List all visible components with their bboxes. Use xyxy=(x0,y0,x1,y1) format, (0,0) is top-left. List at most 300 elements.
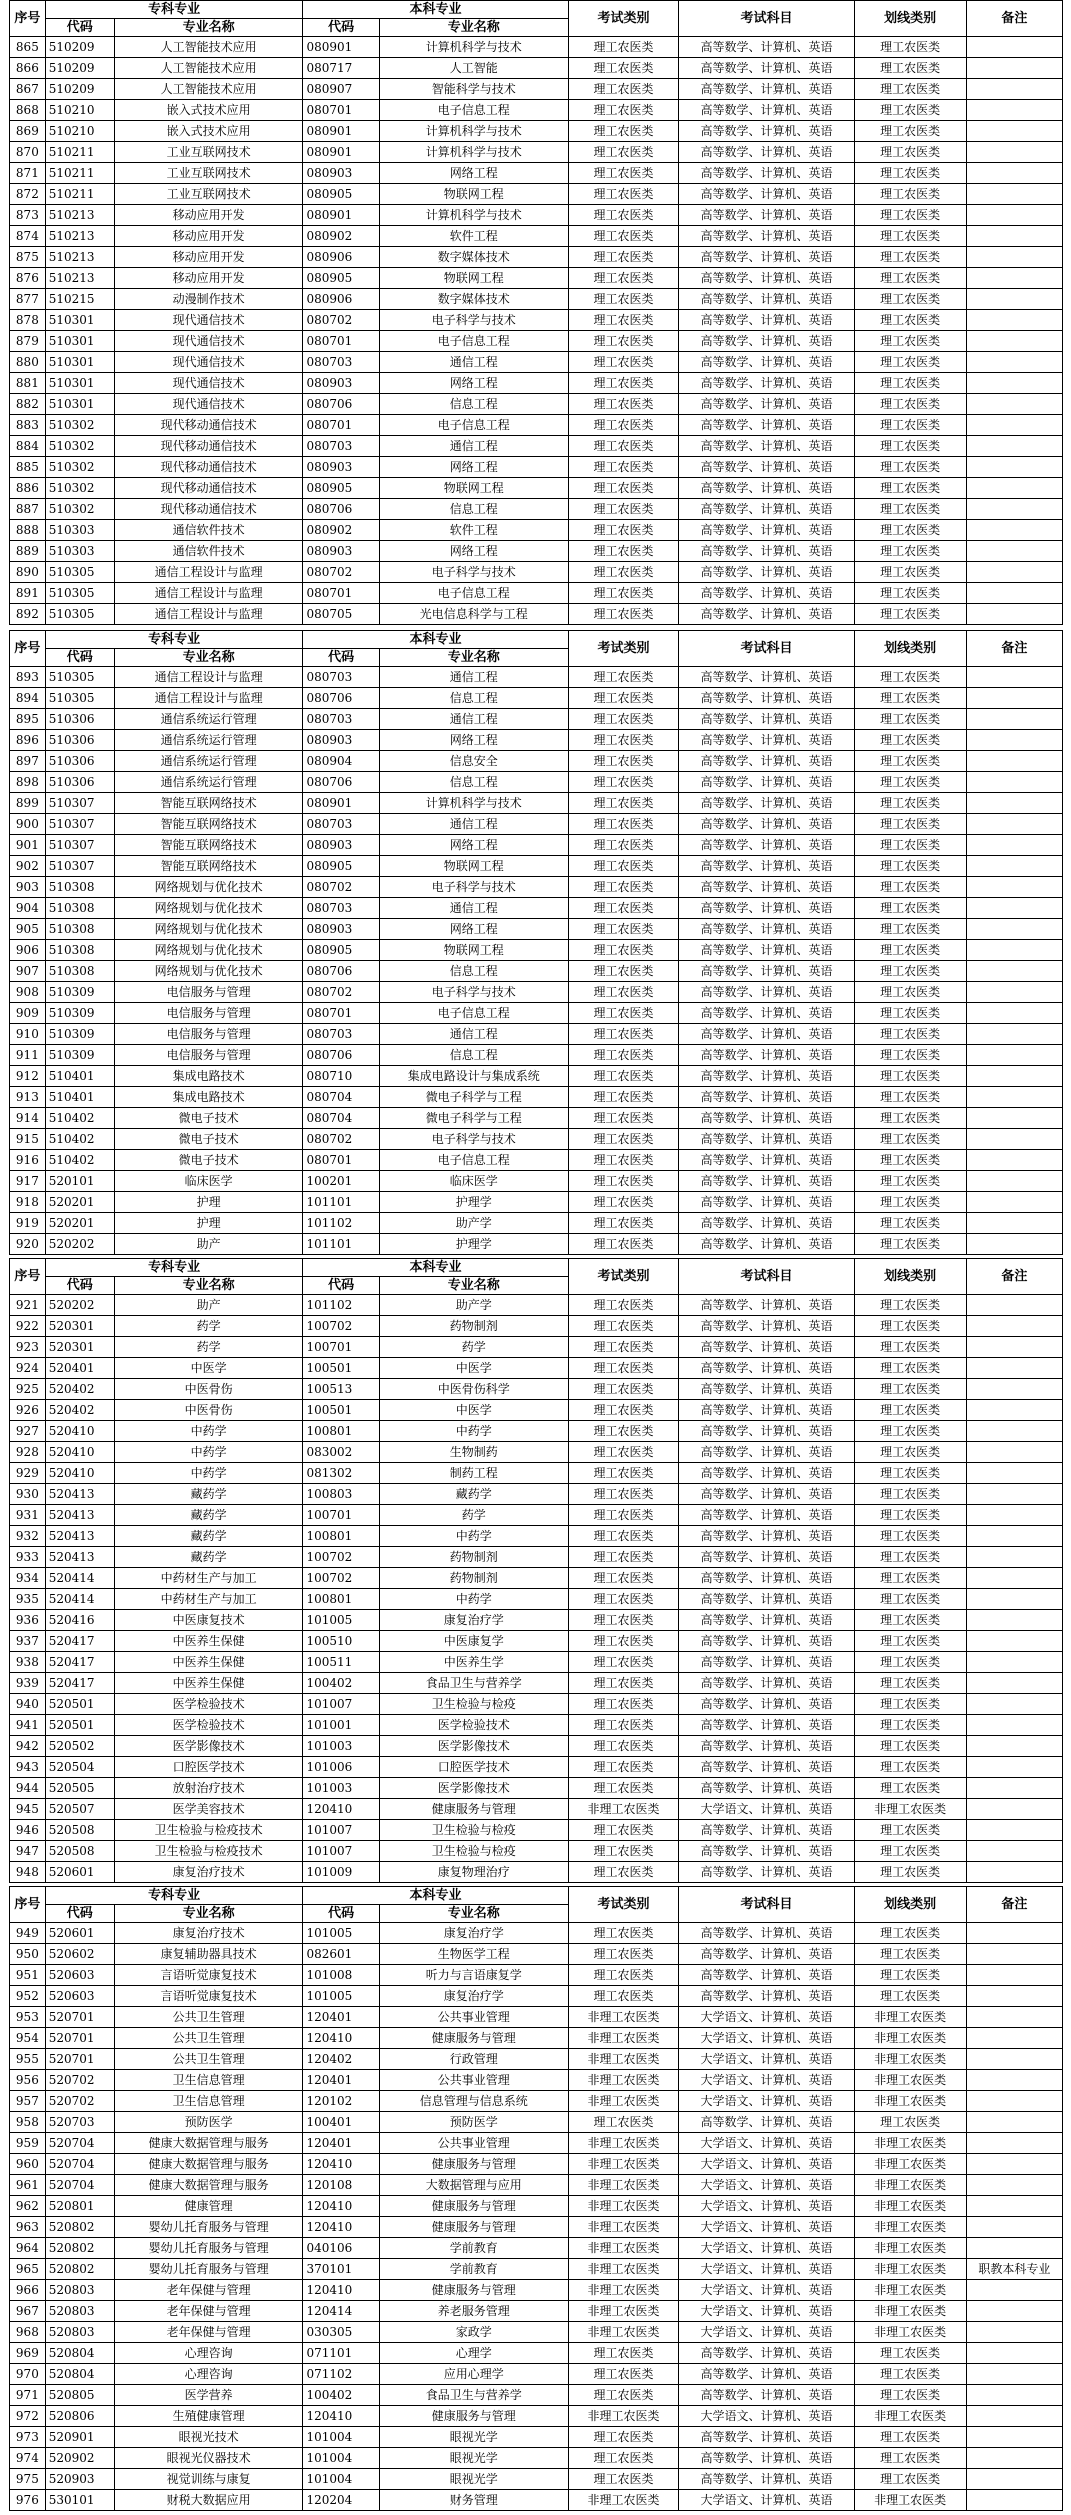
cell-line-type: 理工农医类 xyxy=(854,1463,966,1484)
table-row xyxy=(10,1295,1063,1316)
cell-zk-name: 卫生信息管理 xyxy=(114,2091,303,2112)
cell-line-type: 非理工农医类 xyxy=(854,2280,966,2301)
cell-remark xyxy=(966,1087,1062,1108)
cell-remark xyxy=(966,1463,1062,1484)
cell-seq: 950 xyxy=(10,1944,46,1965)
cell-zk-name: 中医骨伤 xyxy=(114,1400,303,1421)
cell-zk-code: 520801 xyxy=(45,2196,114,2217)
cell-seq: 909 xyxy=(10,1003,46,1024)
cell-exam-subjects: 高等数学、计算机、英语 xyxy=(679,1484,854,1505)
cell-seq: 961 xyxy=(10,2175,46,2196)
cell-seq: 902 xyxy=(10,856,46,877)
table-row xyxy=(10,394,1063,415)
cell-line-type: 理工农医类 xyxy=(854,1484,966,1505)
cell-zk-code: 510301 xyxy=(45,373,114,394)
bk-name-header: 专业名称 xyxy=(379,649,568,667)
cell-bk-name: 公共事业管理 xyxy=(379,2070,568,2091)
cell-exam-type: 理工农医类 xyxy=(568,814,679,835)
cell-bk-code: 080905 xyxy=(303,184,379,205)
table-row xyxy=(10,2238,1063,2259)
cell-exam-type: 理工农医类 xyxy=(568,2427,679,2448)
cell-exam-subjects: 高等数学、计算机、英语 xyxy=(679,1862,854,1883)
cell-line-type: 理工农医类 xyxy=(854,1944,966,1965)
cell-remark xyxy=(966,478,1062,499)
cell-exam-type: 理工农医类 xyxy=(568,1213,679,1234)
cell-zk-code: 520701 xyxy=(45,2028,114,2049)
cell-seq: 907 xyxy=(10,961,46,982)
cell-exam-type: 理工农医类 xyxy=(568,184,679,205)
cell-zk-name: 微电子技术 xyxy=(114,1129,303,1150)
cell-zk-code: 510308 xyxy=(45,877,114,898)
cell-exam-subjects: 高等数学、计算机、英语 xyxy=(679,2343,854,2364)
cell-zk-name: 卫生检验与检疫技术 xyxy=(114,1841,303,1862)
table-row xyxy=(10,1923,1063,1944)
col-exam-type-header: 考试类别 xyxy=(568,631,679,667)
cell-seq: 934 xyxy=(10,1568,46,1589)
cell-line-type: 理工农医类 xyxy=(854,730,966,751)
cell-bk-name: 计算机科学与技术 xyxy=(379,121,568,142)
cell-bk-code: 080701 xyxy=(303,100,379,121)
table-row xyxy=(10,814,1063,835)
cell-zk-name: 现代通信技术 xyxy=(114,310,303,331)
cell-exam-subjects: 高等数学、计算机、英语 xyxy=(679,1631,854,1652)
cell-seq: 882 xyxy=(10,394,46,415)
cell-bk-name: 听力与言语康复学 xyxy=(379,1965,568,1986)
cell-line-type: 理工农医类 xyxy=(854,1820,966,1841)
table-row xyxy=(10,751,1063,772)
cell-exam-subjects: 高等数学、计算机、英语 xyxy=(679,1820,854,1841)
cell-bk-name: 学前教育 xyxy=(379,2238,568,2259)
table-row xyxy=(10,1568,1063,1589)
cell-bk-code: 080702 xyxy=(303,982,379,1003)
cell-bk-name: 物联网工程 xyxy=(379,268,568,289)
cell-line-type: 理工农医类 xyxy=(854,1024,966,1045)
cell-exam-type: 非理工农医类 xyxy=(568,2322,679,2343)
cell-line-type: 非理工农医类 xyxy=(854,2196,966,2217)
cell-bk-code: 080710 xyxy=(303,1066,379,1087)
cell-bk-name: 卫生检验与检疫 xyxy=(379,1694,568,1715)
cell-zk-name: 中药学 xyxy=(114,1421,303,1442)
cell-remark xyxy=(966,1045,1062,1066)
cell-exam-subjects: 高等数学、计算机、英语 xyxy=(679,2469,854,2490)
cell-remark xyxy=(966,373,1062,394)
cell-exam-subjects: 高等数学、计算机、英语 xyxy=(679,1066,854,1087)
table-row xyxy=(10,2175,1063,2196)
cell-zk-code: 520602 xyxy=(45,1944,114,1965)
cell-exam-subjects: 高等数学、计算机、英语 xyxy=(679,436,854,457)
cell-remark xyxy=(966,2070,1062,2091)
cell-zk-name: 口腔医学技术 xyxy=(114,1757,303,1778)
cell-bk-code: 101101 xyxy=(303,1192,379,1213)
cell-seq: 949 xyxy=(10,1923,46,1944)
cell-seq: 919 xyxy=(10,1213,46,1234)
cell-line-type: 非理工农医类 xyxy=(854,2259,966,2280)
cell-bk-code: 080703 xyxy=(303,436,379,457)
cell-seq: 973 xyxy=(10,2427,46,2448)
cell-bk-name: 助产学 xyxy=(379,1213,568,1234)
cell-exam-type: 理工农医类 xyxy=(568,226,679,247)
cell-bk-code: 101102 xyxy=(303,1213,379,1234)
cell-seq: 933 xyxy=(10,1547,46,1568)
cell-exam-type: 理工农医类 xyxy=(568,1379,679,1400)
cell-exam-type: 非理工农医类 xyxy=(568,2070,679,2091)
cell-zk-code: 510305 xyxy=(45,604,114,625)
cell-bk-name: 护理学 xyxy=(379,1192,568,1213)
cell-seq: 920 xyxy=(10,1234,46,1255)
cell-seq: 868 xyxy=(10,100,46,121)
cell-line-type: 理工农医类 xyxy=(854,1295,966,1316)
cell-bk-code: 100801 xyxy=(303,1421,379,1442)
cell-bk-code: 100402 xyxy=(303,2385,379,2406)
cell-seq: 881 xyxy=(10,373,46,394)
cell-exam-subjects: 高等数学、计算机、英语 xyxy=(679,142,854,163)
cell-line-type: 理工农医类 xyxy=(854,604,966,625)
cell-remark xyxy=(966,1505,1062,1526)
cell-remark xyxy=(966,331,1062,352)
cell-zk-code: 510213 xyxy=(45,226,114,247)
cell-bk-name: 网络工程 xyxy=(379,919,568,940)
table-row xyxy=(10,2406,1063,2427)
header-row xyxy=(10,1,1063,19)
cell-bk-name: 药物制剂 xyxy=(379,1547,568,1568)
cell-bk-name: 通信工程 xyxy=(379,814,568,835)
cell-remark xyxy=(966,1673,1062,1694)
cell-zk-code: 510301 xyxy=(45,352,114,373)
cell-exam-type: 理工农医类 xyxy=(568,1589,679,1610)
cell-zk-code: 510401 xyxy=(45,1066,114,1087)
table-row xyxy=(10,2112,1063,2133)
cell-seq: 932 xyxy=(10,1526,46,1547)
cell-line-type: 理工农医类 xyxy=(854,1213,966,1234)
cell-bk-name: 通信工程 xyxy=(379,352,568,373)
cell-line-type: 理工农医类 xyxy=(854,1862,966,1883)
cell-remark xyxy=(966,2217,1062,2238)
cell-exam-subjects: 高等数学、计算机、英语 xyxy=(679,1003,854,1024)
cell-zk-name: 网络规划与优化技术 xyxy=(114,919,303,940)
table-row xyxy=(10,1316,1063,1337)
cell-zk-code: 520804 xyxy=(45,2364,114,2385)
col-remark-header: 备注 xyxy=(966,631,1062,667)
cell-seq: 894 xyxy=(10,688,46,709)
cell-zk-name: 网络规划与优化技术 xyxy=(114,898,303,919)
cell-bk-code: 080903 xyxy=(303,457,379,478)
cell-remark xyxy=(966,1234,1062,1255)
cell-bk-code: 100803 xyxy=(303,1484,379,1505)
cell-bk-name: 网络工程 xyxy=(379,835,568,856)
cell-bk-name: 信息管理与信息系统 xyxy=(379,2091,568,2112)
cell-exam-subjects: 高等数学、计算机、英语 xyxy=(679,1358,854,1379)
cell-remark xyxy=(966,2301,1062,2322)
cell-exam-subjects: 高等数学、计算机、英语 xyxy=(679,1965,854,1986)
cell-bk-name: 电子科学与技术 xyxy=(379,310,568,331)
table-row xyxy=(10,541,1063,562)
cell-line-type: 理工农医类 xyxy=(854,1045,966,1066)
cell-remark xyxy=(966,1841,1062,1862)
cell-seq: 903 xyxy=(10,877,46,898)
cell-line-type: 理工农医类 xyxy=(854,919,966,940)
cell-remark xyxy=(966,100,1062,121)
cell-seq: 914 xyxy=(10,1108,46,1129)
cell-remark xyxy=(966,247,1062,268)
cell-zk-code: 510307 xyxy=(45,793,114,814)
cell-zk-code: 510309 xyxy=(45,1045,114,1066)
table-row xyxy=(10,982,1063,1003)
cell-exam-subjects: 高等数学、计算机、英语 xyxy=(679,919,854,940)
cell-line-type: 非理工农医类 xyxy=(854,2133,966,2154)
cell-zk-name: 智能互联网络技术 xyxy=(114,856,303,877)
cell-zk-code: 520501 xyxy=(45,1694,114,1715)
cell-bk-code: 101003 xyxy=(303,1736,379,1757)
cell-bk-code: 080706 xyxy=(303,499,379,520)
table-row xyxy=(10,226,1063,247)
cell-seq: 885 xyxy=(10,457,46,478)
cell-exam-subjects: 高等数学、计算机、英语 xyxy=(679,184,854,205)
cell-exam-subjects: 高等数学、计算机、英语 xyxy=(679,331,854,352)
cell-remark xyxy=(966,751,1062,772)
cell-exam-subjects: 高等数学、计算机、英语 xyxy=(679,1944,854,1965)
cell-remark xyxy=(966,2091,1062,2112)
cell-seq: 937 xyxy=(10,1631,46,1652)
cell-zk-name: 现代移动通信技术 xyxy=(114,415,303,436)
cell-exam-type: 理工农医类 xyxy=(568,1295,679,1316)
cell-seq: 941 xyxy=(10,1715,46,1736)
cell-line-type: 理工农医类 xyxy=(854,1066,966,1087)
cell-zk-code: 510303 xyxy=(45,541,114,562)
cell-bk-code: 100701 xyxy=(303,1337,379,1358)
cell-exam-subjects: 高等数学、计算机、英语 xyxy=(679,709,854,730)
cell-exam-subjects: 大学语文、计算机、英语 xyxy=(679,1799,854,1820)
cell-bk-code: 082601 xyxy=(303,1944,379,1965)
cell-exam-subjects: 高等数学、计算机、英语 xyxy=(679,1589,854,1610)
cell-zk-name: 言语听觉康复技术 xyxy=(114,1986,303,2007)
cell-exam-subjects: 大学语文、计算机、英语 xyxy=(679,2196,854,2217)
cell-exam-type: 理工农医类 xyxy=(568,1547,679,1568)
cell-bk-code: 080706 xyxy=(303,688,379,709)
cell-exam-type: 理工农医类 xyxy=(568,1316,679,1337)
cell-zk-code: 520101 xyxy=(45,1171,114,1192)
cell-bk-code: 080901 xyxy=(303,793,379,814)
cell-remark xyxy=(966,2238,1062,2259)
cell-zk-name: 现代移动通信技术 xyxy=(114,478,303,499)
cell-exam-subjects: 高等数学、计算机、英语 xyxy=(679,730,854,751)
cell-bk-code: 100701 xyxy=(303,1505,379,1526)
cell-bk-name: 中医骨伤科学 xyxy=(379,1379,568,1400)
cell-exam-subjects: 高等数学、计算机、英语 xyxy=(679,1757,854,1778)
cell-bk-name: 中医学 xyxy=(379,1358,568,1379)
cell-zk-name: 工业互联网技术 xyxy=(114,142,303,163)
cell-exam-type: 非理工农医类 xyxy=(568,2259,679,2280)
cell-remark xyxy=(966,1862,1062,1883)
cell-bk-name: 计算机科学与技术 xyxy=(379,37,568,58)
cell-remark xyxy=(966,814,1062,835)
cell-line-type: 理工农医类 xyxy=(854,121,966,142)
cell-exam-type: 理工农医类 xyxy=(568,436,679,457)
cell-line-type: 理工农医类 xyxy=(854,1673,966,1694)
table-row xyxy=(10,730,1063,751)
cell-bk-name: 公共事业管理 xyxy=(379,2133,568,2154)
cell-line-type: 理工农医类 xyxy=(854,184,966,205)
cell-bk-name: 眼视光学 xyxy=(379,2469,568,2490)
cell-exam-subjects: 大学语文、计算机、英语 xyxy=(679,2154,854,2175)
cell-bk-code: 080902 xyxy=(303,226,379,247)
table-row xyxy=(10,1024,1063,1045)
cell-zk-code: 510306 xyxy=(45,730,114,751)
table-row xyxy=(10,457,1063,478)
cell-bk-code: 080701 xyxy=(303,583,379,604)
cell-zk-code: 520201 xyxy=(45,1213,114,1234)
cell-line-type: 理工农医类 xyxy=(854,2112,966,2133)
cell-zk-code: 520802 xyxy=(45,2238,114,2259)
cell-line-type: 理工农医类 xyxy=(854,1631,966,1652)
cell-seq: 922 xyxy=(10,1316,46,1337)
cell-line-type: 理工农医类 xyxy=(854,709,966,730)
cell-exam-type: 理工农医类 xyxy=(568,856,679,877)
cell-line-type: 理工农医类 xyxy=(854,562,966,583)
cell-zk-name: 网络规划与优化技术 xyxy=(114,961,303,982)
cell-exam-type: 理工农医类 xyxy=(568,1234,679,1255)
cell-seq: 896 xyxy=(10,730,46,751)
bk-group-header: 本科专业 xyxy=(303,631,568,649)
cell-bk-name: 智能科学与技术 xyxy=(379,79,568,100)
cell-line-type: 理工农医类 xyxy=(854,1923,966,1944)
table-row xyxy=(10,142,1063,163)
major-table xyxy=(9,630,1063,1255)
cell-seq: 865 xyxy=(10,37,46,58)
col-exam-subjects-header: 考试科目 xyxy=(679,1,854,37)
cell-seq: 943 xyxy=(10,1757,46,1778)
cell-zk-name: 公共卫生管理 xyxy=(114,2007,303,2028)
cell-remark xyxy=(966,1316,1062,1337)
cell-bk-code: 101004 xyxy=(303,2427,379,2448)
cell-bk-code: 101004 xyxy=(303,2448,379,2469)
table-row xyxy=(10,1045,1063,1066)
cell-zk-code: 510308 xyxy=(45,919,114,940)
cell-zk-name: 电信服务与管理 xyxy=(114,982,303,1003)
cell-zk-name: 中医康复技术 xyxy=(114,1610,303,1631)
cell-bk-code: 101009 xyxy=(303,1862,379,1883)
table-row xyxy=(10,1337,1063,1358)
cell-remark xyxy=(966,2448,1062,2469)
cell-exam-subjects: 高等数学、计算机、英语 xyxy=(679,1421,854,1442)
table-row xyxy=(10,2133,1063,2154)
cell-bk-code: 080705 xyxy=(303,604,379,625)
table-row xyxy=(10,2322,1063,2343)
cell-zk-code: 520410 xyxy=(45,1421,114,1442)
cell-remark xyxy=(966,1213,1062,1234)
cell-bk-name: 电子科学与技术 xyxy=(379,562,568,583)
cell-exam-subjects: 大学语文、计算机、英语 xyxy=(679,2091,854,2112)
cell-remark xyxy=(966,2364,1062,2385)
cell-zk-name: 助产 xyxy=(114,1295,303,1316)
table-page xyxy=(9,1258,1063,1883)
cell-exam-subjects: 高等数学、计算机、英语 xyxy=(679,478,854,499)
table-row xyxy=(10,1066,1063,1087)
table-row xyxy=(10,2007,1063,2028)
zk-code-header: 代码 xyxy=(45,1905,114,1923)
cell-exam-type: 理工农医类 xyxy=(568,1463,679,1484)
cell-remark xyxy=(966,1820,1062,1841)
cell-exam-subjects: 高等数学、计算机、英语 xyxy=(679,2112,854,2133)
table-row xyxy=(10,58,1063,79)
col-remark-header: 备注 xyxy=(966,1887,1062,1923)
cell-zk-code: 520201 xyxy=(45,1192,114,1213)
cell-bk-name: 大数据管理与应用 xyxy=(379,2175,568,2196)
cell-seq: 874 xyxy=(10,226,46,247)
cell-exam-subjects: 高等数学、计算机、英语 xyxy=(679,520,854,541)
cell-remark xyxy=(966,142,1062,163)
cell-exam-type: 非理工农医类 xyxy=(568,2091,679,2112)
cell-remark xyxy=(966,415,1062,436)
cell-zk-code: 520903 xyxy=(45,2469,114,2490)
cell-exam-subjects: 高等数学、计算机、英语 xyxy=(679,835,854,856)
cell-zk-code: 520502 xyxy=(45,1736,114,1757)
cell-bk-code: 101006 xyxy=(303,1757,379,1778)
cell-remark xyxy=(966,2133,1062,2154)
cell-zk-code: 520414 xyxy=(45,1568,114,1589)
table-row xyxy=(10,688,1063,709)
cell-exam-subjects: 高等数学、计算机、英语 xyxy=(679,898,854,919)
cell-line-type: 理工农医类 xyxy=(854,835,966,856)
cell-exam-subjects: 高等数学、计算机、英语 xyxy=(679,394,854,415)
header-row xyxy=(10,1259,1063,1277)
cell-remark xyxy=(966,1694,1062,1715)
cell-line-type: 理工农医类 xyxy=(854,1568,966,1589)
cell-seq: 913 xyxy=(10,1087,46,1108)
cell-bk-name: 电子科学与技术 xyxy=(379,877,568,898)
cell-line-type: 理工农医类 xyxy=(854,1379,966,1400)
cell-remark xyxy=(966,1526,1062,1547)
cell-zk-code: 510213 xyxy=(45,247,114,268)
zk-code-header: 代码 xyxy=(45,1277,114,1295)
cell-exam-type: 非理工农医类 xyxy=(568,2049,679,2070)
cell-zk-name: 集成电路技术 xyxy=(114,1087,303,1108)
table-row xyxy=(10,1631,1063,1652)
cell-zk-name: 动漫制作技术 xyxy=(114,289,303,310)
cell-exam-type: 理工农医类 xyxy=(568,1108,679,1129)
cell-zk-name: 生殖健康管理 xyxy=(114,2406,303,2427)
table-row xyxy=(10,1778,1063,1799)
cell-seq: 910 xyxy=(10,1024,46,1045)
cell-exam-subjects: 高等数学、计算机、英语 xyxy=(679,373,854,394)
cell-remark xyxy=(966,1589,1062,1610)
cell-zk-name: 婴幼儿托育服务与管理 xyxy=(114,2217,303,2238)
cell-bk-code: 080903 xyxy=(303,163,379,184)
cell-exam-type: 理工农医类 xyxy=(568,37,679,58)
cell-bk-name: 电子信息工程 xyxy=(379,583,568,604)
cell-exam-type: 理工农医类 xyxy=(568,499,679,520)
cell-zk-name: 中药材生产与加工 xyxy=(114,1568,303,1589)
cell-zk-code: 510306 xyxy=(45,709,114,730)
cell-exam-subjects: 高等数学、计算机、英语 xyxy=(679,814,854,835)
cell-zk-code: 520804 xyxy=(45,2343,114,2364)
cell-zk-name: 网络规划与优化技术 xyxy=(114,940,303,961)
cell-remark xyxy=(966,37,1062,58)
table-row xyxy=(10,1400,1063,1421)
cell-bk-name: 电子信息工程 xyxy=(379,415,568,436)
cell-exam-subjects: 高等数学、计算机、英语 xyxy=(679,499,854,520)
cell-exam-type: 理工农医类 xyxy=(568,1358,679,1379)
cell-line-type: 理工农医类 xyxy=(854,961,966,982)
cell-exam-subjects: 高等数学、计算机、英语 xyxy=(679,352,854,373)
cell-zk-code: 510306 xyxy=(45,751,114,772)
cell-zk-code: 510309 xyxy=(45,1003,114,1024)
cell-line-type: 理工农医类 xyxy=(854,1358,966,1379)
cell-exam-type: 理工农医类 xyxy=(568,919,679,940)
cell-exam-subjects: 高等数学、计算机、英语 xyxy=(679,1778,854,1799)
col-line-type-header: 划线类别 xyxy=(854,1259,966,1295)
cell-exam-subjects: 高等数学、计算机、英语 xyxy=(679,1108,854,1129)
cell-line-type: 非理工农医类 xyxy=(854,2154,966,2175)
